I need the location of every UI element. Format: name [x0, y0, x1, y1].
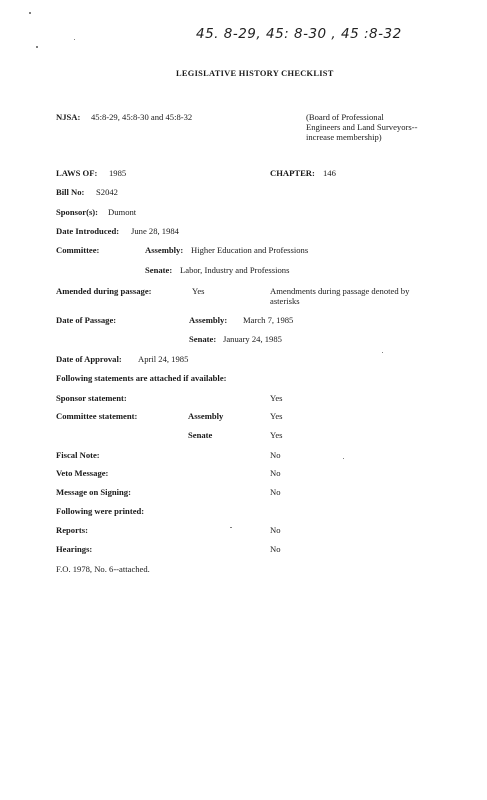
njsa-label: NJSA:	[56, 112, 81, 122]
passage-senate-value: January 24, 1985	[223, 334, 282, 344]
committee-label: Committee:	[56, 245, 100, 255]
date-introduced-label: Date Introduced:	[56, 226, 120, 236]
laws-of-value: 1985	[109, 168, 127, 178]
amended-note: Amendments during passage denoted by asterisks	[270, 286, 410, 306]
statements-heading: Following statements are attached if available:	[56, 373, 227, 383]
laws-of-label: LAWS OF:	[56, 168, 98, 178]
amended-label: Amended during passage:	[56, 286, 152, 296]
committee-statement-senate-label: Senate	[188, 430, 213, 440]
veto-message-label: Veto Message:	[56, 468, 109, 478]
scan-speck	[29, 12, 31, 14]
veto-message-value: No	[270, 468, 281, 478]
passage-assembly-value: March 7, 1985	[243, 315, 294, 325]
sponsors-value: Dumont	[108, 207, 137, 217]
reports-value: No	[270, 525, 281, 535]
date-of-approval-label: Date of Approval:	[56, 354, 122, 364]
reports-label: Reports:	[56, 525, 88, 535]
sponsors-label: Sponsor(s):	[56, 207, 99, 217]
committee-statement-label: Committee statement:	[56, 411, 138, 421]
hearings-label: Hearings:	[56, 544, 93, 554]
committee-assembly-value: Higher Education and Professions	[191, 245, 309, 255]
njsa-note: (Board of Professional Engineers and Land Surveyors--increase membership)	[306, 112, 418, 142]
footer-note: F.O. 1978, No. 6--attached.	[56, 564, 150, 574]
scan-speck	[74, 39, 75, 40]
handwritten-header: 45. 8-29, 45: 8-30 , 45 :8-32	[196, 26, 402, 42]
date-introduced-value: June 28, 1984	[131, 226, 179, 236]
passage-assembly-label: Assembly:	[189, 315, 228, 325]
scan-speck	[382, 352, 383, 353]
committee-statement-assembly-value: Yes	[270, 411, 283, 421]
passage-senate-label: Senate:	[189, 334, 217, 344]
scan-speck	[230, 527, 232, 528]
njsa-value: 45:8-29, 45:8-30 and 45:8-32	[91, 112, 193, 122]
fiscal-note-value: No	[270, 450, 281, 460]
fiscal-note-label: Fiscal Note:	[56, 450, 100, 460]
sponsor-statement-label: Sponsor statement:	[56, 393, 127, 403]
hearings-value: No	[270, 544, 281, 554]
committee-senate-label: Senate:	[145, 265, 173, 275]
bill-no-value: S2042	[96, 187, 118, 197]
chapter-label: CHAPTER:	[270, 168, 315, 178]
printed-heading: Following were printed:	[56, 506, 145, 516]
date-of-passage-label: Date of Passage:	[56, 315, 117, 325]
scan-speck	[343, 458, 344, 459]
page-title: LEGISLATIVE HISTORY CHECKLIST	[176, 69, 334, 78]
committee-statement-senate-value: Yes	[270, 430, 283, 440]
committee-statement-assembly-label: Assembly	[188, 411, 224, 421]
date-of-approval-value: April 24, 1985	[138, 354, 189, 364]
sponsor-statement-value: Yes	[270, 393, 283, 403]
committee-assembly-label: Assembly:	[145, 245, 184, 255]
scan-speck	[36, 46, 38, 48]
amended-value: Yes	[192, 286, 205, 296]
chapter-value: 146	[323, 168, 336, 178]
committee-senate-value: Labor, Industry and Professions	[180, 265, 290, 275]
message-on-signing-label: Message on Signing:	[56, 487, 131, 497]
bill-no-label: Bill No:	[56, 187, 85, 197]
message-on-signing-value: No	[270, 487, 281, 497]
